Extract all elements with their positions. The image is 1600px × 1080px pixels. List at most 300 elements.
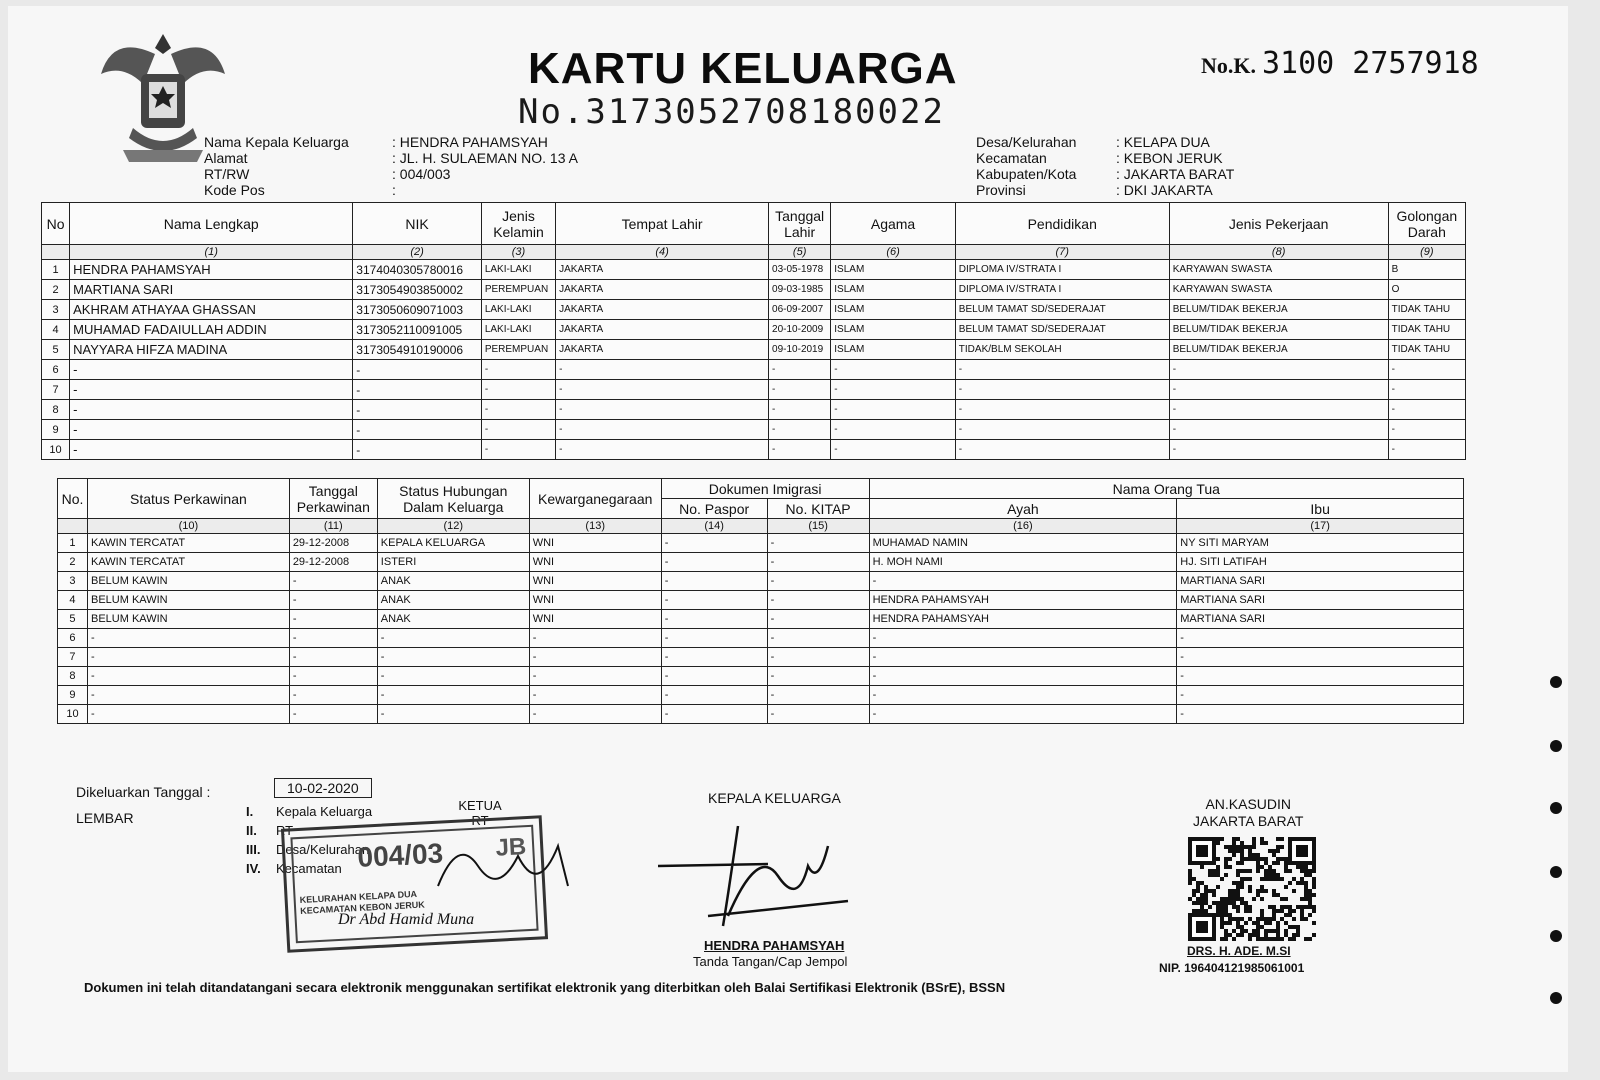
table-cell: - <box>1169 440 1388 460</box>
table-cell: - <box>1388 360 1465 380</box>
table-cell: - <box>1177 705 1464 724</box>
table-cell: - <box>661 534 767 553</box>
table-row <box>42 380 1466 400</box>
table-cell: 06-09-2007 <box>769 300 831 320</box>
kasudin-line2: JAKARTA BARAT <box>1193 813 1304 829</box>
table-cell: - <box>353 400 482 420</box>
table-row <box>58 572 1464 591</box>
table-cell: JAKARTA <box>556 260 769 280</box>
table-cell: - <box>353 380 482 400</box>
table-cell: TIDAK TAHU <box>1388 300 1465 320</box>
table-row <box>42 340 1466 360</box>
table-cell: BELUM KAWIN <box>87 591 289 610</box>
document-page <box>8 6 1568 1072</box>
members-colnum-row <box>42 245 1466 260</box>
kasudin-label <box>1193 796 1303 830</box>
punch-hole-icon <box>1550 930 1562 942</box>
table-cell: - <box>661 629 767 648</box>
table-cell: BELUM KAWIN <box>87 572 289 591</box>
table-cell: BELUM KAWIN <box>87 610 289 629</box>
rt-signature-icon <box>428 826 588 906</box>
table-cell: - <box>661 591 767 610</box>
table-cell: - <box>955 360 1169 380</box>
table-cell: - <box>70 380 353 400</box>
table-cell: 3173050609071003 <box>353 300 482 320</box>
table-cell: KAWIN TERCATAT <box>87 534 289 553</box>
table-cell: - <box>955 420 1169 440</box>
lembar-text: Desa/Kelurahan <box>276 842 370 857</box>
table-row <box>42 300 1466 320</box>
table-cell: DIPLOMA IV/STRATA I <box>955 280 1169 300</box>
right-value: : JAKARTA BARAT <box>1116 166 1235 182</box>
rt-signature-text: Dr Abd Hamid Muna <box>338 911 475 928</box>
lembar-num: II. <box>246 823 257 838</box>
right-label: Kecamatan <box>976 150 1047 166</box>
table-cell: 3174040305780016 <box>353 260 482 280</box>
table-cell: - <box>353 440 482 460</box>
members-table <box>41 202 1466 460</box>
table-cell: - <box>289 705 377 724</box>
table-cell: - <box>869 648 1177 667</box>
table-cell: - <box>289 686 377 705</box>
lembar-text: Kecamatan <box>276 861 342 876</box>
table-cell: JAKARTA <box>556 320 769 340</box>
members-header-row <box>42 203 1466 245</box>
table-row <box>58 686 1464 705</box>
table-cell: - <box>767 648 869 667</box>
table-cell: - <box>767 553 869 572</box>
table-cell: - <box>1177 629 1464 648</box>
col-number: (10) <box>87 519 289 534</box>
table-cell: - <box>289 572 377 591</box>
table-cell: - <box>661 686 767 705</box>
official-name: DRS. H. ADE. M.SI <box>1187 944 1291 958</box>
table-cell: - <box>353 360 482 380</box>
stamp-jb: JB <box>494 833 527 862</box>
table-cell: - <box>661 610 767 629</box>
table-cell: - <box>289 591 377 610</box>
table-cell: - <box>1388 420 1465 440</box>
table-cell: - <box>769 420 831 440</box>
col-header-hubungan: Status Hubungan Dalam Keluarga <box>377 479 529 519</box>
right-label: Kabupaten/Kota <box>976 166 1077 182</box>
kk-number: No.3173052708180022 <box>518 92 945 132</box>
left-label: Kode Pos <box>204 182 265 198</box>
table-cell: JAKARTA <box>556 300 769 320</box>
lembar-label: LEMBAR <box>76 810 134 826</box>
table-cell: KEPALA KELUARGA <box>377 534 529 553</box>
table-cell: - <box>869 686 1177 705</box>
table-cell: ANAK <box>377 572 529 591</box>
table-row <box>42 260 1466 280</box>
col-number: (14) <box>661 519 767 534</box>
table-cell: DIPLOMA IV/STRATA I <box>955 260 1169 280</box>
punch-hole-icon <box>1550 740 1562 752</box>
table-cell: - <box>767 572 869 591</box>
col-number: (15) <box>767 519 869 534</box>
col-header-no: No. <box>58 479 88 519</box>
table-cell: - <box>869 705 1177 724</box>
table-cell: 03-05-1978 <box>769 260 831 280</box>
marital-table <box>57 478 1464 724</box>
table-cell: 4 <box>58 591 88 610</box>
table-cell: - <box>767 534 869 553</box>
table-cell: 29-12-2008 <box>289 534 377 553</box>
table-cell: - <box>87 629 289 648</box>
col-number: (1) <box>70 245 353 260</box>
table-cell: - <box>769 400 831 420</box>
table-cell: AKHRAM ATHAYAA GHASSAN <box>70 300 353 320</box>
table-cell: 5 <box>58 610 88 629</box>
table-cell: - <box>377 667 529 686</box>
table-cell: ISLAM <box>831 280 956 300</box>
table-cell: H. MOH NAMI <box>869 553 1177 572</box>
col-number: (5) <box>769 245 831 260</box>
table-cell: - <box>869 572 1177 591</box>
table-cell: ISLAM <box>831 320 956 340</box>
col-header-warga: Kewarganegaraan <box>529 479 661 519</box>
table-cell: - <box>769 440 831 460</box>
table-cell: ANAK <box>377 591 529 610</box>
table-cell: - <box>481 380 555 400</box>
col-header-paspor: No. Paspor <box>661 499 767 519</box>
table-cell: KARYAWAN SWASTA <box>1169 260 1388 280</box>
qr-code-icon <box>1188 836 1316 942</box>
table-cell: - <box>377 686 529 705</box>
lembar-num: III. <box>246 842 261 857</box>
lembar-text: Kepala Keluarga <box>276 804 373 819</box>
right-row <box>976 150 1234 166</box>
right-value: : KEBON JERUK <box>1116 150 1223 166</box>
table-cell: LAKI-LAKI <box>481 300 555 320</box>
table-cell: - <box>769 360 831 380</box>
table-cell: - <box>767 591 869 610</box>
table-cell: - <box>1388 440 1465 460</box>
table-cell: - <box>767 629 869 648</box>
col-number <box>58 519 88 534</box>
family-info-left <box>204 134 578 198</box>
table-cell: 2 <box>58 553 88 572</box>
left-row <box>204 150 578 166</box>
table-cell: WNI <box>529 591 661 610</box>
left-row <box>204 182 578 198</box>
table-cell: 3173052110091005 <box>353 320 482 340</box>
table-cell: - <box>955 400 1169 420</box>
table-cell: - <box>289 629 377 648</box>
table-cell: - <box>767 667 869 686</box>
nok-number: No.K. 3100 2757918 <box>1201 46 1479 81</box>
punch-hole-icon <box>1550 992 1562 1004</box>
ketua-rt-label: KETUA RT <box>458 798 502 828</box>
table-cell: - <box>869 667 1177 686</box>
col-number: (6) <box>831 245 956 260</box>
table-cell: KARYAWAN SWASTA <box>1169 280 1388 300</box>
right-label: Desa/Kelurahan <box>976 134 1077 150</box>
table-cell: NAYYARA HIFZA MADINA <box>70 340 353 360</box>
table-cell: - <box>831 440 956 460</box>
table-cell: - <box>377 705 529 724</box>
table-row <box>58 667 1464 686</box>
table-cell: - <box>661 648 767 667</box>
kk-name: HENDRA PAHAMSYAH <box>704 938 845 953</box>
table-cell: - <box>869 629 1177 648</box>
table-row <box>42 320 1466 340</box>
col-header: Jenis Kelamin <box>481 203 555 245</box>
left-value: : <box>392 182 396 198</box>
table-cell: 29-12-2008 <box>289 553 377 572</box>
table-cell: ISLAM <box>831 260 956 280</box>
table-cell: - <box>556 380 769 400</box>
table-row <box>42 400 1466 420</box>
table-cell: 3 <box>58 572 88 591</box>
table-cell: 10 <box>58 705 88 724</box>
table-cell: - <box>289 610 377 629</box>
col-number: (7) <box>955 245 1169 260</box>
left-label: Nama Kepala Keluarga <box>204 134 349 150</box>
table-cell: 10 <box>42 440 70 460</box>
table-cell: 5 <box>42 340 70 360</box>
col-header: Golongan Darah <box>1388 203 1465 245</box>
table-cell: TIDAK TAHU <box>1388 320 1465 340</box>
table-cell: - <box>1177 686 1464 705</box>
table-cell: BELUM TAMAT SD/SEDERAJAT <box>955 320 1169 340</box>
punch-hole-icon <box>1550 676 1562 688</box>
table-cell: - <box>831 380 956 400</box>
col-header-status: Status Perkawinan <box>87 479 289 519</box>
official-nip: NIP. 196404121985061001 <box>1159 961 1305 975</box>
table-cell: PEREMPUAN <box>481 280 555 300</box>
col-number: (16) <box>869 519 1177 534</box>
col-header: Nama Lengkap <box>70 203 353 245</box>
table-cell: 09-10-2019 <box>769 340 831 360</box>
table-row <box>58 629 1464 648</box>
marital-header-row-1 <box>58 479 1464 499</box>
table-cell: - <box>481 360 555 380</box>
table-cell: ANAK <box>377 610 529 629</box>
col-header-tgl-kawin: Tanggal Perkawinan <box>289 479 377 519</box>
table-row <box>42 280 1466 300</box>
table-cell: - <box>1388 380 1465 400</box>
col-header: NIK <box>353 203 482 245</box>
table-cell: - <box>87 686 289 705</box>
lembar-num: IV. <box>246 861 261 876</box>
table-cell: - <box>1388 400 1465 420</box>
col-header: Jenis Pekerjaan <box>1169 203 1388 245</box>
marital-colnum-row <box>58 519 1464 534</box>
table-cell: - <box>87 648 289 667</box>
table-cell: - <box>661 667 767 686</box>
lembar-text: RT <box>276 823 294 838</box>
table-cell: MARTIANA SARI <box>1177 572 1464 591</box>
table-cell: - <box>831 360 956 380</box>
table-cell: MUHAMAD NAMIN <box>869 534 1177 553</box>
table-cell: WNI <box>529 553 661 572</box>
table-cell: - <box>1169 400 1388 420</box>
right-value: : KELAPA DUA <box>1116 134 1210 150</box>
table-cell: PEREMPUAN <box>481 340 555 360</box>
col-header: Tanggal Lahir <box>769 203 831 245</box>
table-cell: WNI <box>529 534 661 553</box>
table-cell: LAKI-LAKI <box>481 260 555 280</box>
table-cell: - <box>481 400 555 420</box>
table-cell: - <box>70 420 353 440</box>
col-number: (9) <box>1388 245 1465 260</box>
table-cell: KAWIN TERCATAT <box>87 553 289 572</box>
table-cell: MUHAMAD FADAIULLAH ADDIN <box>70 320 353 340</box>
col-number <box>42 245 70 260</box>
table-cell: - <box>353 420 482 440</box>
table-row <box>42 440 1466 460</box>
table-cell: - <box>529 648 661 667</box>
table-cell: - <box>481 440 555 460</box>
col-number: (2) <box>353 245 482 260</box>
table-cell: 09-03-1985 <box>769 280 831 300</box>
table-cell: HENDRA PAHAMSYAH <box>70 260 353 280</box>
table-cell: 9 <box>42 420 70 440</box>
right-row <box>976 182 1234 198</box>
lembar-item <box>246 802 372 821</box>
table-cell: - <box>70 440 353 460</box>
col-header-kitap: No. KITAP <box>767 499 869 519</box>
table-cell: 3173054910190006 <box>353 340 482 360</box>
table-cell: WNI <box>529 572 661 591</box>
punch-hole-icon <box>1550 802 1562 814</box>
col-header-ortu: Nama Orang Tua <box>869 479 1463 499</box>
col-header: Agama <box>831 203 956 245</box>
table-cell: - <box>529 629 661 648</box>
left-label: Alamat <box>204 150 248 166</box>
table-cell: WNI <box>529 610 661 629</box>
table-cell: BELUM/TIDAK BEKERJA <box>1169 300 1388 320</box>
table-cell: MARTIANA SARI <box>1177 591 1464 610</box>
table-cell: 20-10-2009 <box>769 320 831 340</box>
right-row <box>976 134 1234 150</box>
table-cell: MARTIANA SARI <box>1177 610 1464 629</box>
table-cell: TIDAK/BLM SEKOLAH <box>955 340 1169 360</box>
table-cell: - <box>556 360 769 380</box>
document-title: KARTU KELUARGA <box>528 44 958 93</box>
table-cell: - <box>661 553 767 572</box>
table-cell: TIDAK TAHU <box>1388 340 1465 360</box>
table-cell: - <box>289 667 377 686</box>
table-cell: 6 <box>58 629 88 648</box>
table-cell: ISLAM <box>831 340 956 360</box>
table-row <box>58 591 1464 610</box>
table-cell: ISTERI <box>377 553 529 572</box>
table-cell: - <box>955 380 1169 400</box>
table-cell: BELUM/TIDAK BEKERJA <box>1169 320 1388 340</box>
col-number: (3) <box>481 245 555 260</box>
stamp-code: 004/03 <box>356 837 444 873</box>
table-cell: BELUM TAMAT SD/SEDERAJAT <box>955 300 1169 320</box>
lembar-num: I. <box>246 804 254 819</box>
left-row <box>204 134 578 150</box>
col-header-dokumen: Dokumen Imigrasi <box>661 479 869 499</box>
table-cell: JAKARTA <box>556 280 769 300</box>
issued-label: Dikeluarkan Tanggal : <box>76 784 211 800</box>
table-cell: - <box>1177 667 1464 686</box>
table-cell: - <box>556 400 769 420</box>
table-cell: 7 <box>58 648 88 667</box>
table-cell: O <box>1388 280 1465 300</box>
table-row <box>42 420 1466 440</box>
table-cell: - <box>831 400 956 420</box>
col-number: (11) <box>289 519 377 534</box>
table-cell: - <box>556 420 769 440</box>
table-cell: 3 <box>42 300 70 320</box>
right-value: : DKI JAKARTA <box>1116 182 1213 198</box>
issued-date: 10-02-2020 <box>274 778 372 798</box>
table-cell: - <box>769 380 831 400</box>
col-number: (17) <box>1177 519 1464 534</box>
table-cell: LAKI-LAKI <box>481 320 555 340</box>
col-number: (13) <box>529 519 661 534</box>
table-cell: - <box>1177 648 1464 667</box>
col-header: Tempat Lahir <box>556 203 769 245</box>
table-cell: - <box>87 667 289 686</box>
table-cell: - <box>289 648 377 667</box>
table-cell: - <box>70 400 353 420</box>
kk-signature-icon <box>648 806 868 936</box>
left-label: RT/RW <box>204 166 250 182</box>
col-header: Pendidikan <box>955 203 1169 245</box>
table-cell: 4 <box>42 320 70 340</box>
table-cell: - <box>1169 420 1388 440</box>
table-cell: HJ. SITI LATIFAH <box>1177 553 1464 572</box>
col-header-ayah: Ayah <box>869 499 1177 519</box>
kasudin-line1: AN.KASUDIN <box>1205 796 1292 812</box>
family-info-right <box>976 134 1234 198</box>
table-cell: - <box>831 420 956 440</box>
table-cell: - <box>1169 380 1388 400</box>
left-value: : JL. H. SULAEMAN NO. 13 A <box>392 150 578 166</box>
table-cell: - <box>87 705 289 724</box>
table-row <box>58 705 1464 724</box>
table-row <box>58 553 1464 572</box>
table-cell: HENDRA PAHAMSYAH <box>869 610 1177 629</box>
table-row <box>58 610 1464 629</box>
stamp-text: KELURAHAN KELAPA DUA KECAMATAN KEBON JERUK <box>299 888 426 917</box>
table-cell: ISLAM <box>831 300 956 320</box>
left-value: : HENDRA PAHAMSYAH <box>392 134 548 150</box>
table-cell: - <box>556 440 769 460</box>
table-cell: 3173054903850002 <box>353 280 482 300</box>
table-cell: BELUM/TIDAK BEKERJA <box>1169 340 1388 360</box>
table-cell: HENDRA PAHAMSYAH <box>869 591 1177 610</box>
table-cell: JAKARTA <box>556 340 769 360</box>
table-cell: - <box>529 705 661 724</box>
col-number: (8) <box>1169 245 1388 260</box>
table-cell: - <box>1169 360 1388 380</box>
table-row <box>58 648 1464 667</box>
punch-hole-icon <box>1550 866 1562 878</box>
left-value: : 004/003 <box>392 166 451 182</box>
table-row <box>58 534 1464 553</box>
table-cell: - <box>529 667 661 686</box>
table-cell: - <box>529 686 661 705</box>
table-cell: MARTIANA SARI <box>70 280 353 300</box>
table-cell: - <box>70 360 353 380</box>
table-cell: - <box>767 686 869 705</box>
col-header-ibu: Ibu <box>1177 499 1464 519</box>
right-label: Provinsi <box>976 182 1026 198</box>
kk-sign-label: KEPALA KELUARGA <box>708 790 841 806</box>
table-cell: - <box>767 705 869 724</box>
col-number: (4) <box>556 245 769 260</box>
col-header: No <box>42 203 70 245</box>
right-row <box>976 166 1234 182</box>
table-row <box>42 360 1466 380</box>
